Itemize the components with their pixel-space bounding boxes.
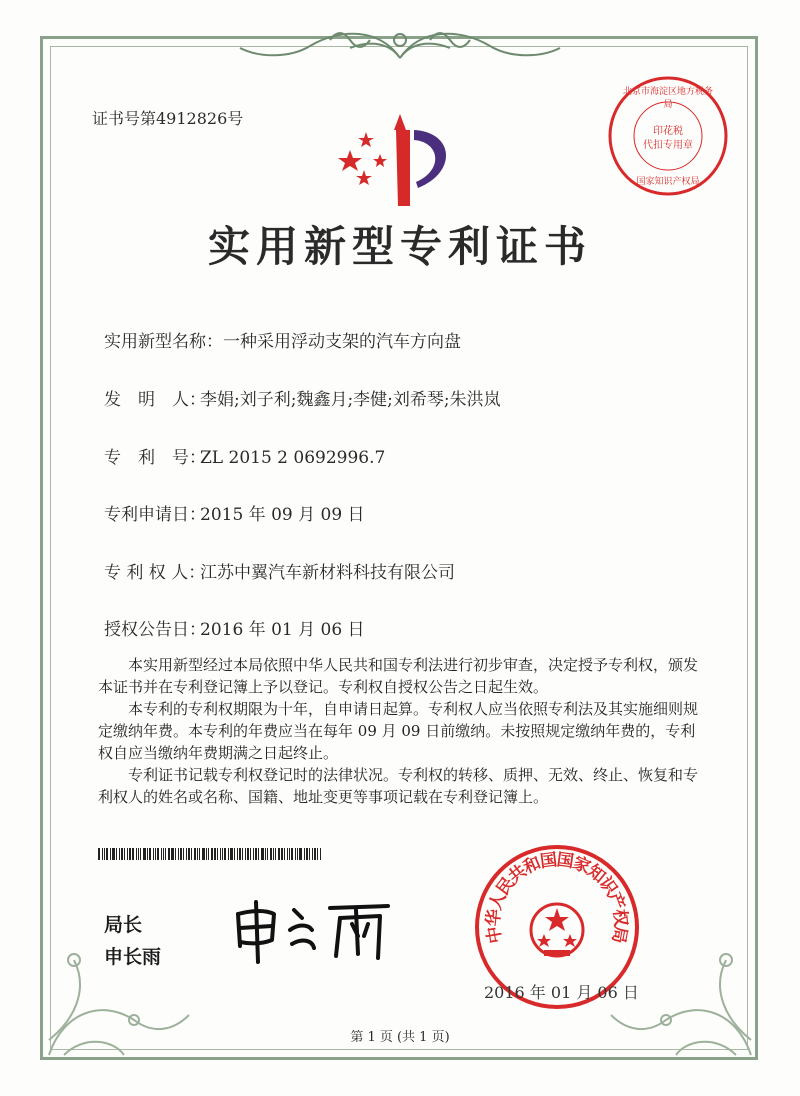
certificate-body [98, 654, 698, 808]
barcode-bar [220, 848, 221, 860]
body-paragraph: 专利证书记载专利权登记时的法律状况。专利权的转移、质押、无效、终止、恢复和专利权人的姓名或名称、国籍、地址变更等事项记载在专利登记簿上。 [98, 766, 699, 806]
field-utility-model-name [104, 327, 461, 352]
director-title: 局长 [104, 914, 143, 936]
barcode-bar [165, 848, 166, 860]
barcode-bar [250, 848, 251, 860]
barcode-bar [171, 848, 174, 860]
body-paragraph: 本专利的专利权期限为十年，自申请日起算。专利权人应当依照专利法及其实施细则规定缴纳年费。本专利的年费应当在每年 09 月 09 日前缴纳。未按照规定缴纳年费的，专利权自应当缴纳年费期满之日起终止。 [98, 700, 699, 762]
barcode-bar [102, 848, 103, 860]
barcode-bar [217, 848, 218, 860]
barcode-bar [110, 848, 111, 860]
barcode-bar [98, 848, 100, 860]
top-ornament-icon [230, 18, 570, 68]
barcode-bar [297, 848, 298, 860]
field-patent-number [104, 443, 385, 468]
barcode-bar [199, 848, 200, 860]
barcode-bar [320, 848, 321, 860]
barcode-bar [138, 848, 139, 860]
field-grant-date [104, 615, 365, 640]
field-value: 李娟;刘子利;魏鑫月;李健;刘希琴;朱洪岚 [200, 390, 501, 410]
field-value: 江苏中翼汽车新材料科技有限公司 [200, 563, 455, 583]
barcode-bar [194, 848, 196, 860]
field-application-date [104, 500, 365, 525]
barcode-bar [273, 848, 274, 860]
barcode-bar [317, 848, 318, 860]
field-label: 实用新型名称： [104, 332, 223, 352]
barcode-bar [183, 848, 184, 860]
barcode-bar [304, 848, 305, 860]
field-value: 2016 年 01 月 06 日 [200, 620, 365, 640]
barcode-bar [188, 848, 190, 860]
handwritten-signature-icon [228, 896, 398, 966]
barcode-bar [234, 848, 235, 860]
field-value: 2015 年 09 月 09 日 [200, 505, 365, 525]
barcode-bar [278, 848, 280, 860]
barcode-bar [127, 848, 128, 860]
barcode-bar [306, 848, 308, 860]
barcode-bar [147, 848, 148, 860]
barcode-bar [143, 848, 146, 860]
certificate-number: 证书号第4912826号 [92, 109, 244, 128]
field-label: 专 利 权 人： [104, 563, 206, 583]
barcode-bar [275, 848, 276, 860]
certificate-title: 实用新型专利证书 [207, 222, 592, 271]
barcode-bar [284, 848, 285, 860]
barcode-bar [242, 848, 243, 860]
field-label: 专 利 号： [104, 448, 206, 468]
barcode-bar [191, 848, 192, 860]
barcode-bar [270, 848, 272, 860]
barcode-bar [106, 848, 108, 860]
barcode-bar [208, 848, 209, 860]
barcode-bar [291, 848, 293, 860]
barcode-bar [230, 848, 233, 860]
barcode [98, 848, 388, 860]
barcode-bar [132, 848, 134, 860]
barcode-bar [136, 848, 137, 860]
tax-seal-ring-text: 北京市海淀区地方税务局 [622, 87, 713, 110]
cnipa-logo-icon [336, 110, 466, 210]
barcode-bar [255, 848, 257, 860]
barcode-bar [140, 848, 141, 860]
barcode-bar [121, 848, 123, 860]
barcode-bar [237, 848, 238, 860]
barcode-bar [239, 848, 241, 860]
field-value: ZL 2015 2 0692996.7 [200, 448, 386, 468]
barcode-bar [309, 848, 310, 860]
tax-seal [606, 74, 730, 198]
barcode-bar [153, 848, 154, 860]
field-label: 授权公告日： [104, 620, 206, 640]
barcode-bar [206, 848, 207, 860]
barcode-bar [261, 848, 264, 860]
barcode-bar [245, 848, 246, 860]
barcode-bar [155, 848, 156, 860]
barcode-bar [228, 848, 229, 860]
barcode-bar [197, 848, 198, 860]
barcode-bar [222, 848, 223, 860]
barcode-bar [202, 848, 205, 860]
barcode-bar [267, 848, 268, 860]
barcode-bar [314, 848, 316, 860]
barcode-bar [312, 848, 313, 860]
barcode-bar [289, 848, 290, 860]
page-footer: 第 1 页 (共 1 页) [350, 1030, 450, 1045]
barcode-bar [299, 848, 302, 860]
barcode-bar [265, 848, 266, 860]
barcode-bar [295, 848, 296, 860]
barcode-bar [161, 848, 162, 860]
tax-seal-bottom-text: 国家知识产权局 [636, 177, 700, 187]
barcode-bar [175, 848, 176, 860]
barcode-bar [211, 848, 213, 860]
tax-seal-center-line-2: 代扣专用章 [643, 140, 693, 151]
barcode-bar [124, 848, 125, 860]
barcode-bar [180, 848, 182, 860]
body-paragraph: 本实用新型经过本局依照中华人民共和国专利法进行初步审查，决定授予专利权，颁发本证书并在专利登记簿上予以登记。专利权自授权公告之日起生效。 [98, 656, 699, 696]
barcode-bar [163, 848, 164, 860]
barcode-bar [104, 848, 105, 860]
field-inventors [104, 385, 501, 410]
barcode-bar [116, 848, 117, 860]
barcode-bar [258, 848, 259, 860]
field-value: 一种采用浮动支架的汽车方向盘 [223, 332, 461, 352]
barcode-bar [186, 848, 187, 860]
barcode-bar [129, 848, 131, 860]
barcode-bar [178, 848, 179, 860]
tax-seal-center-line-1: 印花税 [653, 126, 683, 137]
barcode-bar [112, 848, 115, 860]
seal-date: 2016 年 01 月 06 日 [484, 983, 639, 1002]
field-patentee [104, 558, 455, 583]
official-seal-ring-text: 中华人民共和国国家知识产权局 [483, 850, 631, 946]
director-name: 申长雨 [104, 946, 162, 968]
barcode-bar [247, 848, 249, 860]
barcode-bar [224, 848, 226, 860]
barcode-bar [157, 848, 159, 860]
barcode-bar [253, 848, 254, 860]
field-label: 专利申请日： [104, 505, 206, 525]
field-label: 发 明 人： [104, 390, 206, 410]
barcode-bar [168, 848, 170, 860]
barcode-bar [149, 848, 151, 860]
barcode-bar [281, 848, 283, 860]
barcode-bar [214, 848, 216, 860]
barcode-bar [119, 848, 120, 860]
barcode-bar [287, 848, 288, 860]
